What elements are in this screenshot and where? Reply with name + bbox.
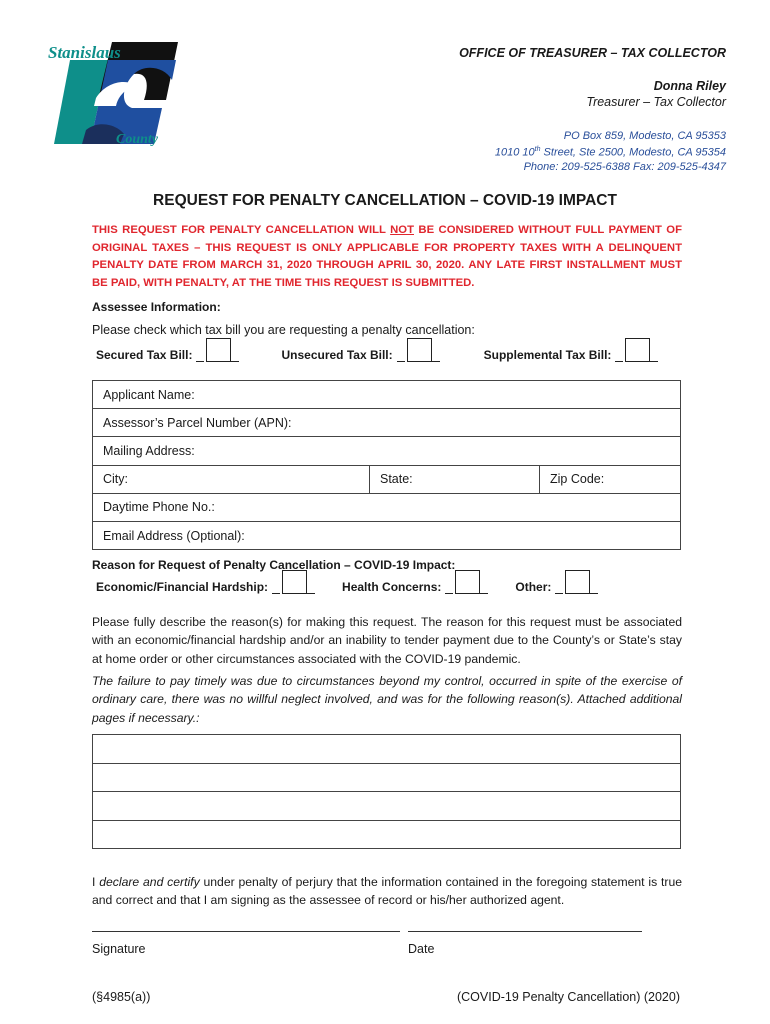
bill-type-row: [96, 338, 658, 362]
other-option: Other:: [515, 570, 598, 594]
po-box: PO Box 859, Modesto, CA 95353: [563, 130, 726, 142]
office-department: OFFICE OF TREASURER – TAX COLLECTOR: [459, 46, 726, 60]
secured-bill-checkbox[interactable]: [206, 338, 231, 362]
unsecured-bill-checkbox[interactable]: [407, 338, 432, 362]
zip-field[interactable]: Zip Code:: [540, 465, 681, 493]
declaration-text: I declare and certify under penalty of perjury that the information contained in the foregoing statement is true and correct and that I am signing as the assessee of record or his/her authorized agent.: [92, 875, 682, 908]
reason-line[interactable]: [93, 763, 681, 792]
svg-text:Stanislaus: Stanislaus: [48, 43, 121, 62]
payment-warning: THIS REQUEST FOR PENALTY CANCELLATION WILL NOT BE CONSIDERED WITHOUT FULL PAYMENT OF ORIGINAL TAXES – THIS REQUEST IS ONLY APPLICABLE FOR PROPERTY TAXES WITH A DELINQUENT PENALTY DATE FROM MARCH 31, 2020 THROUGH APRIL 30, 2020. ANY LATE FIRST INSTALLMENT MUST BE PAID, WITH PENALTY, AT THE TIME THIS REQUEST IS SUBMITTED.: [92, 224, 682, 290]
email-field[interactable]: Email Address (Optional):: [93, 521, 681, 549]
office-header: [459, 46, 726, 174]
signature-label: Signature: [92, 942, 146, 956]
applicant-info-table: [92, 380, 681, 550]
apn-field[interactable]: Assessor’s Parcel Number (APN):: [93, 409, 681, 437]
city-field[interactable]: City:: [93, 465, 370, 493]
form-title: REQUEST FOR PENALTY CANCELLATION – COVID-19 IMPACT: [153, 192, 617, 209]
supplemental-bill-option: Supplemental Tax Bill:: [484, 338, 659, 362]
reason-line[interactable]: [93, 820, 681, 849]
secured-bill-option: Secured Tax Bill:: [96, 338, 239, 362]
street-address: 1010 10th Street, Ste 2500, Modesto, CA 95354: [494, 146, 726, 159]
state-field[interactable]: State:: [370, 465, 540, 493]
treasurer-title: Treasurer – Tax Collector: [586, 95, 726, 109]
mailing-address-field[interactable]: Mailing Address:: [93, 437, 681, 465]
stanislaus-county-logo: [46, 38, 178, 152]
unsecured-bill-option: Unsecured Tax Bill:: [281, 338, 439, 362]
supplemental-bill-checkbox[interactable]: [625, 338, 650, 362]
reason-heading: Reason for Request of Penalty Cancellation – COVID-19 Impact:: [92, 558, 456, 572]
phone-fax: Phone: 209-525-6388 Fax: 209-525-4347: [523, 160, 726, 173]
health-concerns-checkbox[interactable]: [455, 570, 480, 594]
date-line[interactable]: [408, 931, 642, 932]
phone-field[interactable]: Daytime Phone No.:: [93, 493, 681, 521]
svg-text:County: County: [116, 132, 159, 147]
date-label: Date: [408, 942, 435, 956]
reason-instructions: Please fully describe the reason(s) for making this request. The reason for this request must be associated with an economic/financial hardship and/or an inability to tender payment due to the County’s or State’s stay at home order or other circumstances associated with the COVID-19 pandemic.: [92, 615, 682, 666]
other-checkbox[interactable]: [565, 570, 590, 594]
bill-type-instruction: Please check which tax bill you are requesting a penalty cancellation:: [92, 323, 475, 337]
office-address: [459, 129, 726, 174]
footer-code: (§4985(a)): [92, 990, 151, 1004]
reason-lines-table: [92, 734, 681, 849]
economic-hardship-checkbox[interactable]: [282, 570, 307, 594]
reason-line[interactable]: [93, 792, 681, 821]
reason-option-row: [96, 570, 598, 594]
footer-form-name: (COVID-19 Penalty Cancellation) (2020): [456, 990, 680, 1004]
reason-line[interactable]: [93, 735, 681, 764]
signature-line[interactable]: [92, 931, 400, 932]
applicant-name-field[interactable]: Applicant Name:: [93, 381, 681, 409]
assessee-heading: Assessee Information:: [92, 300, 221, 314]
health-concerns-option: Health Concerns:: [342, 570, 488, 594]
treasurer-name: Donna Riley: [653, 79, 726, 93]
reason-statement: The failure to pay timely was due to circumstances beyond my control, occurred in spite of the exercise of ordinary care, there was no willful neglect involved, and was for the following reason(s). Attached additional pages if necessary.:: [92, 674, 682, 725]
economic-hardship-option: Economic/Financial Hardship:: [96, 570, 315, 594]
county-logo-graphic: [46, 38, 178, 152]
